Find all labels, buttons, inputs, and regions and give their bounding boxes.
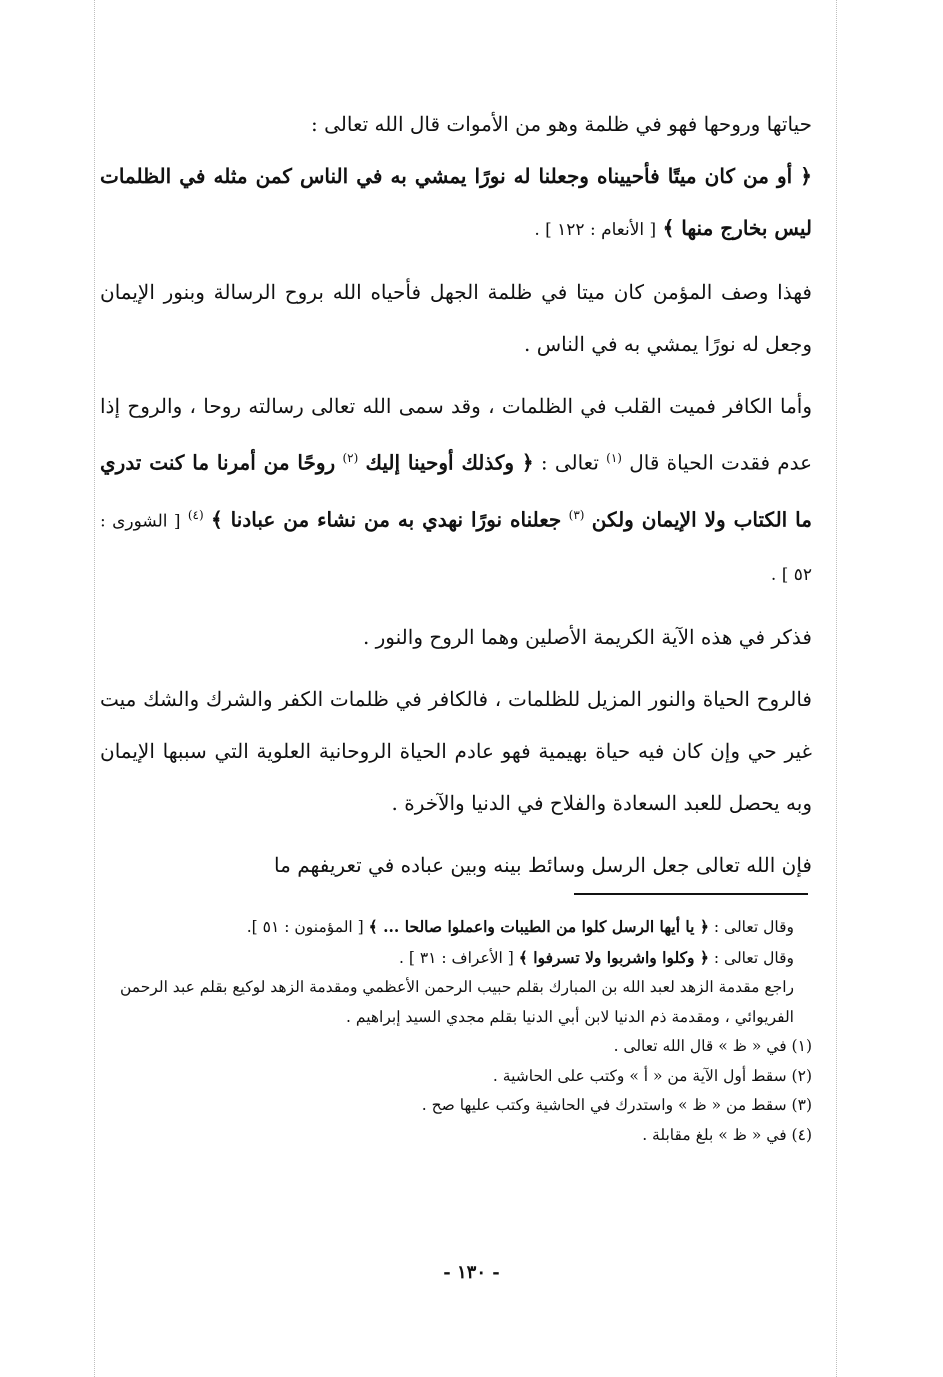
footnote-1: (١) في « ظ » قال الله تعالى . (613, 1037, 812, 1055)
paragraph-3: فهذا وصف المؤمن كان ميتا في ظلمة الجهل فأحياه الله بروح الرسالة وبنور الإيمان وجعل له نورًا يمشي به في الناس . (100, 280, 812, 356)
footnotes (100, 912, 812, 1150)
paragraph-1: حياتها وروحها فهو في ظلمة وهو من الأموات قال الله تعالى : (311, 112, 812, 136)
footnote-3: (٣) سقط من « ظ » واستدرك في الحاشية وكتب عليها صح . (421, 1096, 812, 1114)
margin-guide-right (836, 0, 837, 1377)
paragraph-2 (100, 150, 812, 256)
footnote-2: (٢) سقط أول الآية من « أ » وكتب على الحاشية . (492, 1066, 812, 1085)
quran-verse: ﴿ أو من كان ميتًا فأحييناه وجعلنا له نورًا يمشي به في الناس كمن مثله في الظلمات ليس بخارج منها ﴾ (100, 164, 812, 240)
verse-reference: [ الأنعام : ١٢٢ ] . (534, 220, 657, 240)
footnote-ref-2: (٢) (342, 451, 359, 465)
footnote-separator (574, 893, 808, 895)
paragraph-4-text-b: تعالى : (540, 450, 599, 475)
footnote-ref-3: (٣) (568, 507, 585, 522)
paragraph-6: فالروح الحياة والنور المزيل للظلمات ، فالكافر في ظلمات الكفر والشرك والشك ميت غير حي وإن كان فيه حياة بهيمية فهو عادم الحياة الروحانية العلوية التي سببها الإيمان وبه يحصل للعبد السعادة والفلاح في الدنيا والآخرة . (100, 687, 812, 816)
page-number: - ١٣٠ - (443, 1262, 500, 1283)
paragraph-5: فذكر في هذه الآية الكريمة الأصلين وهما الروح والنور . (362, 625, 812, 650)
footnote-ref-4: (٤) (187, 507, 204, 522)
quran-verse-part-2: روحًا من أمرنا ما كنت تدري ما الكتاب ولا الإيمان ولكن (100, 450, 812, 532)
paragraph-7: فإن الله تعالى جعل الرسل وسائط بينه وبين عباده في تعريفهم ما (274, 853, 812, 878)
footnote-text: وقال تعالى : (713, 918, 794, 936)
margin-guide-left (94, 0, 95, 1377)
paragraph-4-text-a: وأما الكافر فميت القلب في الظلمات ، وقد سمى الله تعالى رسالته روحا ، والروح إذا عدم فقدت الحياة قال (100, 394, 813, 475)
footnote-text: وقال تعالى : (713, 948, 794, 967)
quran-verse-part-1: ﴿ وكذلك أوحينا إليك (365, 450, 534, 475)
footnote-4: (٤) في « ظ » بلغ مقابلة . (642, 1125, 812, 1144)
footnote-reference: [ المؤمنون : ٥١ ]. (246, 918, 364, 936)
footnote-verse: ﴿ وكلوا واشربوا ولا تسرفوا ﴾ (518, 947, 709, 967)
footnote-reference: [ الأعراف : ٣١ ] . (398, 948, 514, 967)
main-text (100, 98, 812, 891)
footnote-ref-1: (١) (606, 451, 622, 465)
paragraph-4 (100, 380, 812, 601)
footnote-continued-line-3: راجع مقدمة الزهد لعبد الله بن المبارك بقلم حبيب الرحمن الأعظمي ومقدمة الزهد لوكيع بقلم عبد الرحمن الفريوائي ، ومقدمة ذم الدنيا لابن أبي الدنيا بقلم مجدي السيد إبراهيم . (119, 978, 794, 1026)
footnote-continued-line-2 (100, 943, 812, 974)
footnote-continued-line-1 (100, 912, 812, 943)
quran-verse-part-3: جعلناه نورًا نهدي به من نشاء من عبادنا ﴾ (211, 507, 562, 532)
footnote-verse: ﴿ يا أيها الرسل كلوا من الطيبات واعملوا صالحا ... ﴾ (368, 917, 709, 936)
verse-reference: [ الشورى : ٥٢ ] . (100, 511, 812, 586)
